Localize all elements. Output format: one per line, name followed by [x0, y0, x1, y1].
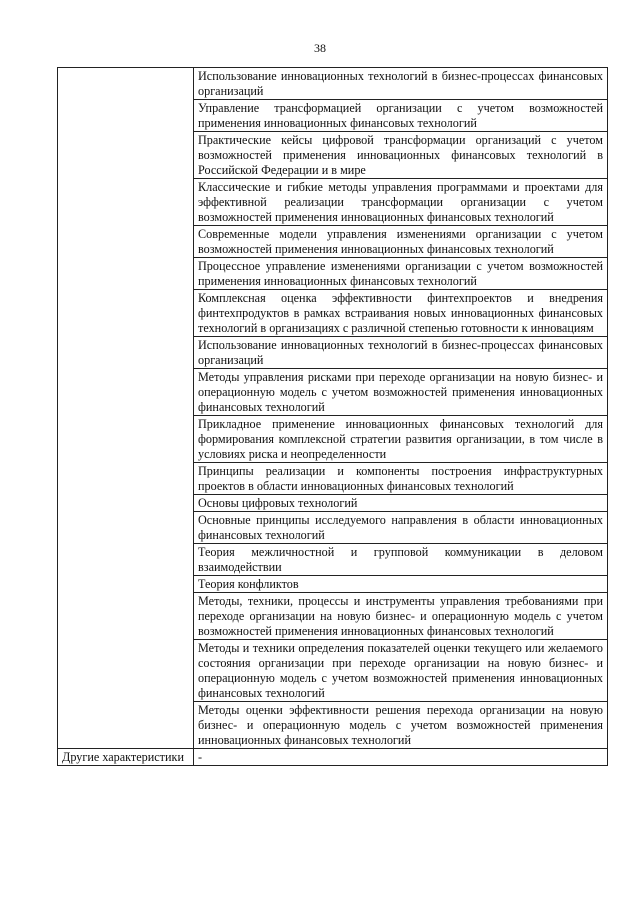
other-characteristics-label: Другие характеристики	[58, 749, 194, 766]
table-cell: Теория конфликтов	[194, 576, 608, 593]
table-cell: Методы, техники, процессы и инструменты управления требованиями при переходе организации на новую бизнес- и операционную модель с учетом возможностей применения инновационных финансовых технологий	[194, 593, 608, 640]
table-cell: Классические и гибкие методы управления программами и проектами для эффективной реализации трансформации организации с учетом возможностей применения инновационных финансовых технологий	[194, 179, 608, 226]
page-number: 38	[314, 41, 326, 55]
table-cell: Основы цифровых технологий	[194, 495, 608, 512]
table-cell: Методы и техники определения показателей оценки текущего или желаемого состояния организации при переходе организации на новую бизнес- и операционную модель с учетом возможностей применения инновационных финансовых технологий	[194, 640, 608, 702]
knowledge-table	[57, 67, 608, 766]
table-cell: Методы управления рисками при переходе организации на новую бизнес- и операционную модель с учетом возможностей применения инновационных финансовых технологий	[194, 369, 608, 416]
table-cell: Комплексная оценка эффективности финтехпроектов и внедрения финтехпродуктов в рамках встраивания новых инновационных финансовых технологий в организациях с различной степенью готовности к инновациям	[194, 290, 608, 337]
table-left-empty-cell	[58, 68, 194, 749]
table-cell: Современные модели управления изменениями организации с учетом возможностей применения инновационных финансовых технологий	[194, 226, 608, 258]
table-cell: Теория межличностной и групповой коммуникации в деловом взаимодействии	[194, 544, 608, 576]
table-cell: Прикладное применение инновационных финансовых технологий для формирования комплексной стратегии развития организации, в том числе в условиях риска и неопределенности	[194, 416, 608, 463]
table-cell: Методы оценки эффективности решения перехода организации на новую бизнес- и операционную модель с учетом возможностей применения инновационных финансовых технологий	[194, 702, 608, 749]
table-cell: Основные принципы исследуемого направления в области инновационных финансовых технологий	[194, 512, 608, 544]
table-cell: Использование инновационных технологий в бизнес-процессах финансовых организаций	[194, 68, 608, 100]
table-row-other	[58, 749, 608, 766]
table-cell: Процессное управление изменениями организации с учетом возможностей применения инновационных финансовых технологий	[194, 258, 608, 290]
table-cell: Практические кейсы цифровой трансформации организаций с учетом возможностей применения инновационных финансовых технологий в Российской Федерации и в мире	[194, 132, 608, 179]
table-row	[58, 68, 608, 100]
table-cell: Управление трансформацией организации с учетом возможностей применения инновационных финансовых технологий	[194, 100, 608, 132]
other-characteristics-value: -	[194, 749, 608, 766]
table-cell: Использование инновационных технологий в бизнес-процессах финансовых организаций	[194, 337, 608, 369]
table-cell: Принципы реализации и компоненты построения инфраструктурных проектов в области инновационных финансовых технологий	[194, 463, 608, 495]
